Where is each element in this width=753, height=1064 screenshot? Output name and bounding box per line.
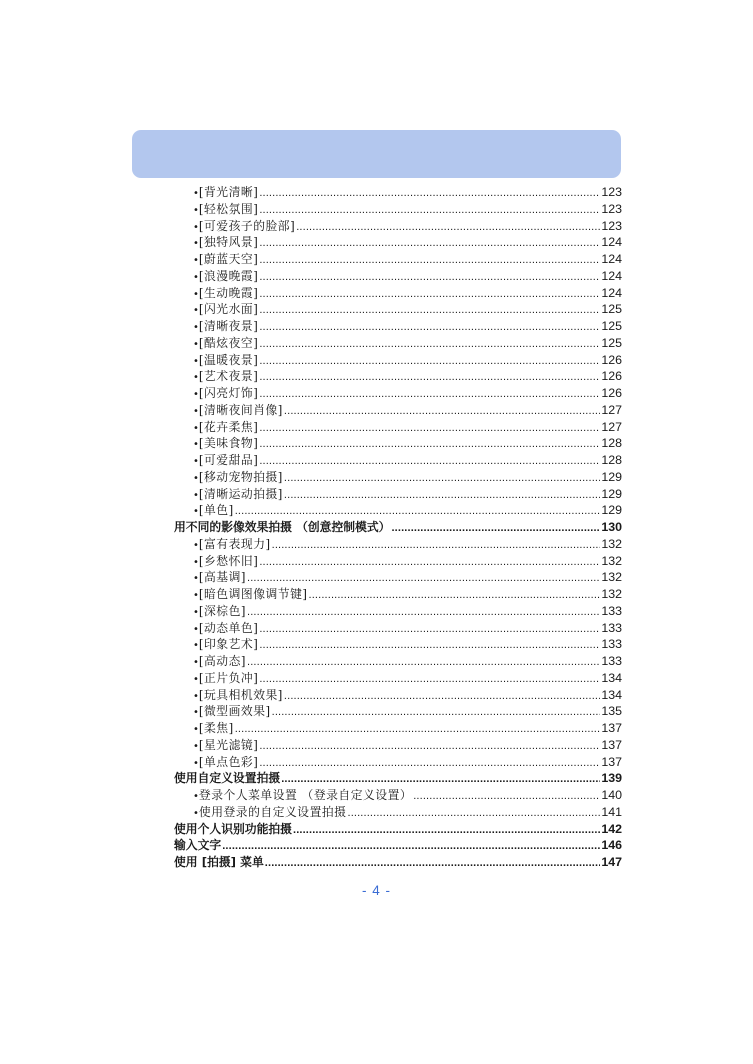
toc-page-number: 134	[601, 687, 622, 702]
toc-subentry[interactable]	[174, 720, 622, 737]
toc-entry-label: [高动态]	[198, 654, 247, 668]
dot-leader	[309, 587, 601, 604]
toc-subentry[interactable]	[174, 653, 622, 670]
toc-entry-label: [闪光水面]	[198, 302, 259, 317]
toc-page-number: 141	[601, 804, 622, 819]
toc-entry-label: [美味食物]	[198, 436, 259, 451]
toc-entry-label: [酷炫夜空]	[198, 335, 259, 350]
dot-leader	[284, 487, 600, 504]
dot-leader	[259, 420, 600, 437]
toc-subentry[interactable]	[174, 402, 622, 419]
toc-section-entry[interactable]	[174, 770, 622, 787]
toc-page-number: 123	[601, 201, 622, 216]
toc-page-number: 132	[601, 570, 622, 585]
bullet-icon: •	[193, 338, 199, 350]
toc-subentry[interactable]	[174, 469, 622, 486]
toc-entry-label: [独特风景]	[198, 235, 259, 250]
toc-entry-label: [星光滤镜]	[198, 737, 259, 752]
toc-subentry[interactable]	[174, 787, 622, 804]
toc-page-number: 123	[601, 185, 622, 199]
toc-page-number: 132	[601, 536, 622, 551]
toc-entry-label: [花卉柔焦]	[198, 419, 259, 434]
dot-leader	[284, 403, 600, 420]
dot-leader	[259, 252, 600, 269]
toc-page-number: 126	[601, 386, 622, 400]
toc-page-number: 128	[601, 453, 622, 467]
toc-subentry[interactable]	[174, 285, 622, 302]
toc-page-number: 133	[601, 654, 622, 668]
toc-entry-label: [单色]	[198, 503, 234, 518]
toc-page-number: 123	[601, 218, 622, 233]
toc-subentry[interactable]	[174, 218, 622, 235]
toc-entry-label: [蔚蓝天空]	[198, 252, 259, 266]
dot-leader	[259, 202, 600, 219]
toc-entry-label: [暗色调图像调节键]	[198, 587, 308, 601]
toc-page-number: 126	[601, 352, 622, 367]
toc-entry-label: [乡愁怀旧]	[198, 553, 259, 568]
toc-page-number: 132	[601, 553, 622, 568]
toc-page-number: 133	[601, 637, 622, 652]
bullet-icon: •	[193, 405, 199, 417]
dot-leader	[235, 721, 601, 738]
toc-page-number: 132	[601, 587, 622, 601]
toc-entry-label: [清晰夜间肖像]	[198, 402, 283, 417]
toc-entry-label: 使用自定义设置拍摄	[174, 771, 281, 786]
dot-leader	[259, 302, 600, 319]
header-band	[132, 130, 621, 178]
toc-entry-label: [生动晚霞]	[198, 285, 259, 300]
toc-entry-label: [微型画效果]	[198, 704, 271, 719]
toc-page-number: 125	[601, 319, 622, 333]
dot-leader	[265, 855, 601, 872]
bullet-icon: •	[193, 489, 199, 501]
toc-page-number: 139	[601, 771, 622, 786]
toc-subentry[interactable]	[174, 502, 622, 519]
toc-entry-label: 使用个人识别功能拍摄	[174, 821, 292, 836]
toc-subentry[interactable]	[174, 268, 622, 285]
dot-leader	[259, 269, 600, 286]
toc-page-number: 127	[601, 402, 622, 417]
toc-subentry[interactable]	[174, 486, 622, 503]
toc-page-number: 124	[601, 285, 622, 300]
bullet-icon: •	[193, 539, 199, 551]
toc-subentry[interactable]	[174, 586, 622, 603]
dot-leader	[259, 386, 600, 403]
bullet-icon: •	[193, 740, 199, 752]
toc-subentry[interactable]	[174, 687, 622, 704]
dot-leader	[391, 520, 600, 537]
dot-leader	[296, 219, 600, 236]
dot-leader	[259, 755, 600, 772]
toc-page-number: 129	[601, 469, 622, 484]
dot-leader	[293, 822, 600, 839]
dot-leader	[247, 570, 600, 587]
toc-page-number: 128	[601, 436, 622, 451]
bullet-icon: •	[193, 791, 199, 802]
toc-page-number: 124	[601, 252, 622, 266]
toc-entry-label: [柔焦]	[198, 721, 234, 735]
toc-entry-label: [单点色彩]	[198, 754, 259, 769]
toc-page-number: 129	[601, 503, 622, 518]
toc-page-number: 130	[601, 520, 622, 534]
toc-page-number: 124	[601, 235, 622, 250]
toc-subentry[interactable]	[174, 569, 622, 586]
dot-leader	[247, 654, 600, 671]
bullet-icon: •	[193, 573, 199, 585]
toc-entry-label: [可爱孩子的脸部]	[198, 218, 296, 233]
bullet-icon: •	[193, 188, 199, 199]
bullet-icon: •	[193, 422, 199, 434]
bullet-icon: •	[193, 556, 199, 568]
toc-entry-label: [玩具相机效果]	[198, 687, 283, 702]
toc-subentry[interactable]	[174, 536, 622, 553]
toc-page-number: 125	[601, 335, 622, 350]
toc-subentry[interactable]	[174, 553, 622, 570]
table-of-contents	[174, 184, 622, 871]
toc-page-number: 127	[601, 419, 622, 434]
toc-page-number: 134	[601, 670, 622, 685]
dot-leader	[259, 436, 600, 453]
dot-leader	[259, 621, 600, 638]
toc-entry-label: [移动宠物拍摄]	[198, 469, 283, 484]
bullet-icon: •	[193, 305, 199, 317]
bullet-icon: •	[193, 255, 199, 266]
toc-subentry[interactable]	[174, 737, 622, 754]
toc-page-number: 129	[601, 486, 622, 501]
toc-entry-label: 使用 [拍摄] 菜单	[174, 855, 264, 869]
toc-entry-label: 用不同的影像效果拍摄 （创意控制模式）	[174, 520, 391, 534]
page-number: - 4 -	[361, 883, 391, 898]
toc-section-entry[interactable]	[174, 854, 622, 871]
dot-leader	[284, 688, 600, 705]
toc-page-number: 146	[601, 838, 622, 853]
toc-subentry[interactable]	[174, 754, 622, 771]
bullet-icon: •	[193, 204, 199, 216]
dot-leader	[259, 637, 600, 654]
toc-entry-label: [背光清晰]	[198, 185, 259, 199]
dot-leader	[272, 537, 601, 554]
toc-subentry[interactable]	[174, 636, 622, 653]
toc-subentry[interactable]	[174, 419, 622, 436]
toc-entry-label: [可爱甜品]	[198, 453, 259, 467]
bullet-icon: •	[193, 389, 199, 400]
toc-entry-label: [高基调]	[198, 570, 247, 585]
toc-section-entry[interactable]	[174, 837, 622, 854]
bullet-icon: •	[193, 673, 199, 685]
toc-entry-label: [富有表现力]	[198, 536, 271, 551]
dot-leader	[259, 369, 600, 386]
dot-leader	[259, 353, 600, 370]
toc-subentry[interactable]	[174, 620, 622, 637]
toc-subentry[interactable]	[174, 184, 622, 201]
toc-subentry[interactable]	[174, 335, 622, 352]
dot-leader	[222, 838, 600, 855]
toc-page-number: 125	[601, 302, 622, 317]
toc-page-number: 137	[601, 721, 622, 735]
toc-entry-label: [印象艺术]	[198, 637, 259, 652]
toc-page-number: 147	[601, 855, 622, 869]
dot-leader	[272, 704, 601, 721]
bullet-icon: •	[193, 238, 199, 250]
toc-subentry[interactable]	[174, 368, 622, 385]
toc-entry-label: [温暖夜景]	[198, 352, 259, 367]
toc-subentry[interactable]	[174, 352, 622, 369]
bullet-icon: •	[193, 757, 199, 769]
dot-leader	[235, 503, 601, 520]
toc-entry-label: [深棕色]	[198, 603, 247, 618]
dot-leader	[259, 738, 600, 755]
bullet-icon: •	[193, 640, 199, 652]
toc-entry-label: [浪漫晚霞]	[198, 268, 259, 283]
dot-leader	[259, 336, 600, 353]
toc-subentry[interactable]	[174, 435, 622, 452]
bullet-icon: •	[193, 221, 199, 233]
dot-leader	[259, 286, 600, 303]
toc-subentry[interactable]	[174, 251, 622, 268]
bullet-icon: •	[193, 372, 199, 384]
toc-subentry[interactable]	[174, 804, 622, 821]
toc-entry-label: [清晰夜景]	[198, 319, 259, 333]
toc-page-number: 142	[601, 821, 622, 836]
dot-leader	[284, 470, 600, 487]
bullet-icon: •	[193, 271, 199, 283]
toc-entry-label: 使用登录的自定义设置拍摄	[198, 804, 347, 819]
toc-entry-label: [正片负冲]	[198, 670, 259, 685]
toc-page-number: 126	[601, 369, 622, 384]
toc-page-number: 124	[601, 268, 622, 283]
toc-subentry[interactable]	[174, 452, 622, 469]
toc-entry-label: 登录个人菜单设置 （登录自定义设置）	[198, 788, 413, 802]
toc-page-number: 140	[601, 788, 622, 802]
toc-page-number: 133	[601, 603, 622, 618]
toc-section-entry[interactable]	[174, 821, 622, 838]
bullet-icon: •	[193, 807, 199, 819]
dot-leader	[413, 788, 600, 805]
toc-subentry[interactable]	[174, 318, 622, 335]
dot-leader	[259, 554, 600, 571]
toc-entry-label: [闪亮灯饰]	[198, 386, 259, 400]
toc-subentry[interactable]	[174, 385, 622, 402]
bullet-icon: •	[193, 355, 199, 367]
toc-subentry[interactable]	[174, 301, 622, 318]
bullet-icon: •	[193, 288, 199, 300]
bullet-icon: •	[193, 456, 199, 467]
toc-section-entry[interactable]	[174, 519, 622, 536]
bullet-icon: •	[193, 322, 199, 333]
dot-leader	[259, 235, 600, 252]
bullet-icon: •	[193, 623, 199, 635]
bullet-icon: •	[193, 690, 199, 702]
toc-page-number: 135	[601, 704, 622, 719]
dot-leader	[259, 671, 600, 688]
toc-subentry[interactable]	[174, 670, 622, 687]
toc-subentry[interactable]	[174, 201, 622, 218]
toc-entry-label: [清晰运动拍摄]	[198, 486, 283, 501]
dot-leader	[259, 453, 600, 470]
dot-leader	[281, 771, 600, 788]
toc-page-number: 137	[601, 737, 622, 752]
bullet-icon: •	[193, 439, 199, 451]
bullet-icon: •	[193, 506, 199, 518]
toc-entry-label: 输入文字	[174, 838, 222, 853]
toc-entry-label: [艺术夜景]	[198, 369, 259, 384]
toc-subentry[interactable]	[174, 603, 622, 620]
toc-page-number: 133	[601, 620, 622, 635]
toc-subentry[interactable]	[174, 234, 622, 251]
bullet-icon: •	[193, 724, 199, 735]
bullet-icon: •	[193, 590, 199, 601]
toc-page-number: 137	[601, 754, 622, 769]
bullet-icon: •	[193, 472, 199, 484]
bullet-icon: •	[193, 707, 199, 719]
dot-leader	[259, 319, 600, 336]
bullet-icon: •	[193, 657, 199, 668]
dot-leader	[259, 185, 600, 202]
toc-entry-label: [动态单色]	[198, 620, 259, 635]
dot-leader	[347, 805, 600, 822]
dot-leader	[247, 604, 600, 621]
toc-entry-label: [轻松氛围]	[198, 201, 259, 216]
toc-subentry[interactable]	[174, 703, 622, 720]
bullet-icon: •	[193, 606, 199, 618]
